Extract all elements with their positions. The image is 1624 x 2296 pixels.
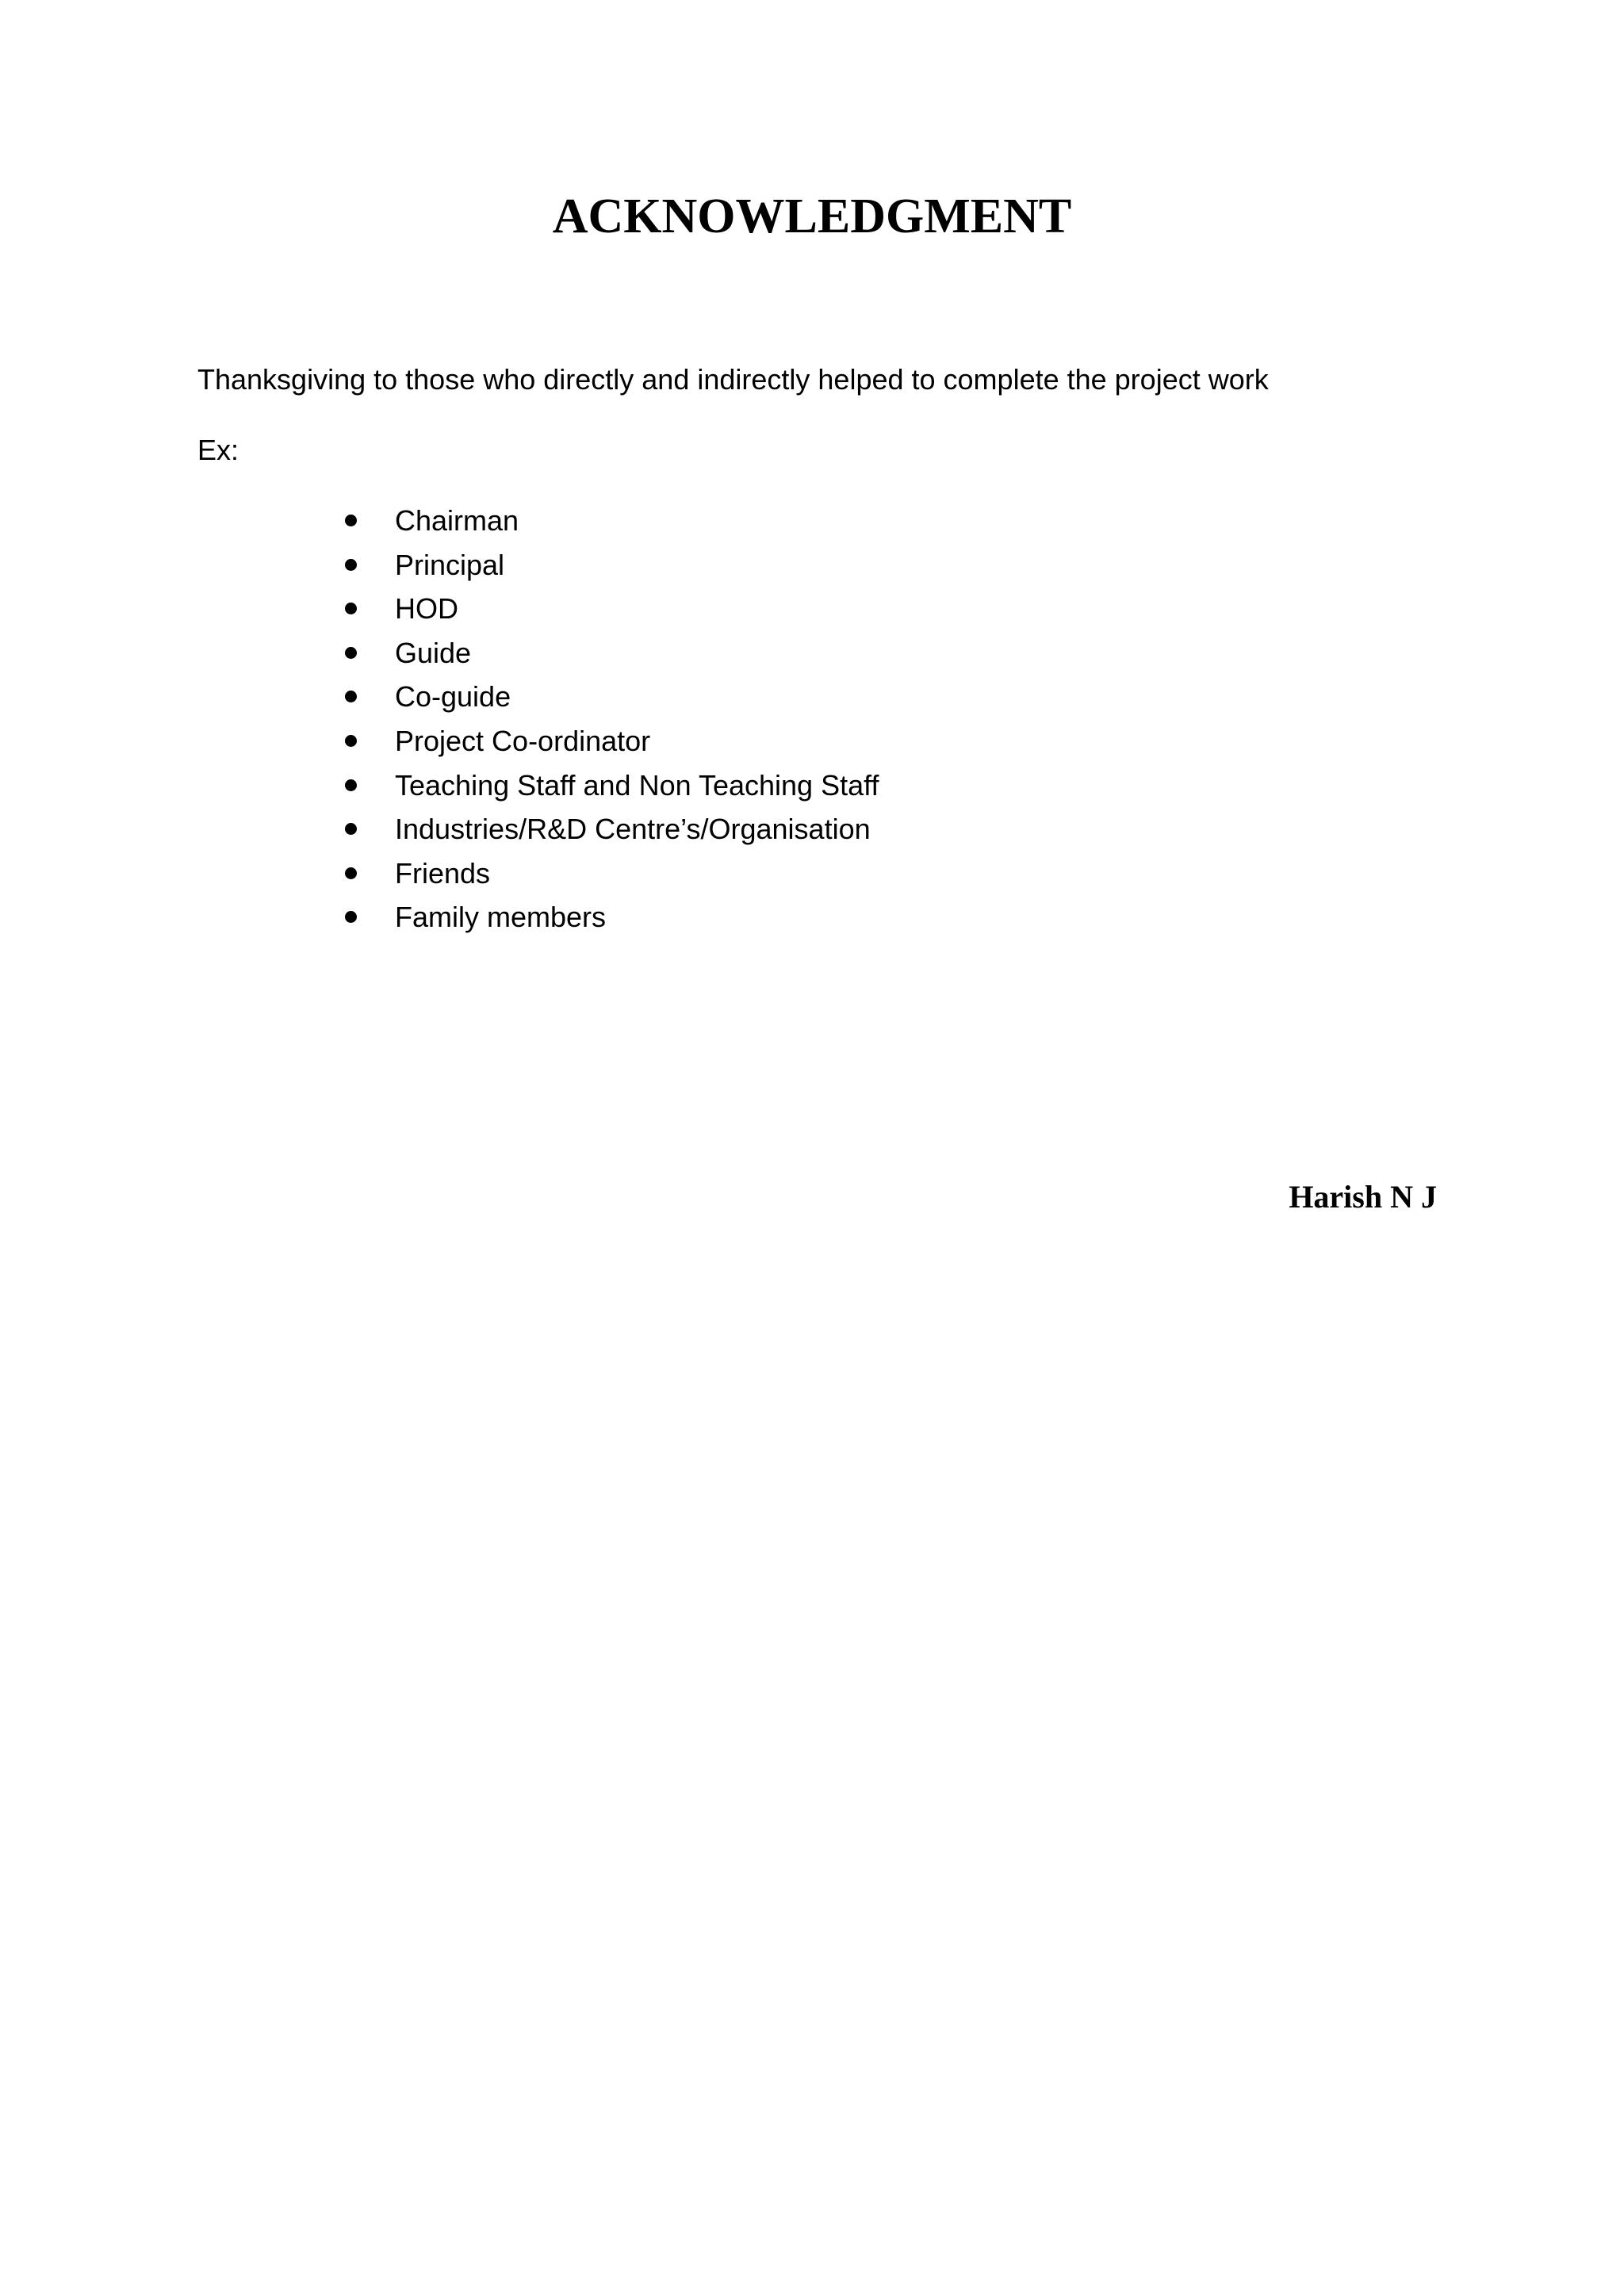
bullet-icon bbox=[345, 691, 357, 702]
bullet-icon bbox=[345, 559, 357, 571]
intro-paragraph: Thanksgiving to those who directly and indirectly helped to complete the project work bbox=[197, 363, 1269, 396]
list-item-label: Teaching Staff and Non Teaching Staff bbox=[395, 768, 879, 802]
bullet-icon bbox=[345, 515, 357, 526]
list-item-label: Family members bbox=[395, 901, 607, 934]
page-title: ACKNOWLEDGMENT bbox=[552, 189, 1072, 243]
bullet-icon bbox=[345, 647, 357, 659]
list-item-label: Friends bbox=[395, 856, 491, 890]
bullet-icon bbox=[345, 911, 357, 923]
example-label: Ex: bbox=[197, 434, 239, 466]
bullet-icon bbox=[345, 823, 357, 835]
list-item-label: Project Co-ordinator bbox=[395, 724, 651, 757]
bullet-icon bbox=[345, 603, 357, 614]
list-item-label: Chairman bbox=[395, 504, 519, 537]
list-item-label: Co-guide bbox=[395, 680, 511, 714]
list-item-label: Principal bbox=[395, 548, 505, 581]
bullet-icon bbox=[345, 779, 357, 791]
signature: Harish N J bbox=[1289, 1179, 1437, 1215]
bullet-icon bbox=[345, 867, 357, 879]
list-item-label: HOD bbox=[395, 592, 458, 626]
list-item-label: Industries/R&D Centre’s/Organisation bbox=[395, 813, 871, 846]
list-item-label: Guide bbox=[395, 636, 472, 669]
bullet-icon bbox=[345, 735, 357, 747]
